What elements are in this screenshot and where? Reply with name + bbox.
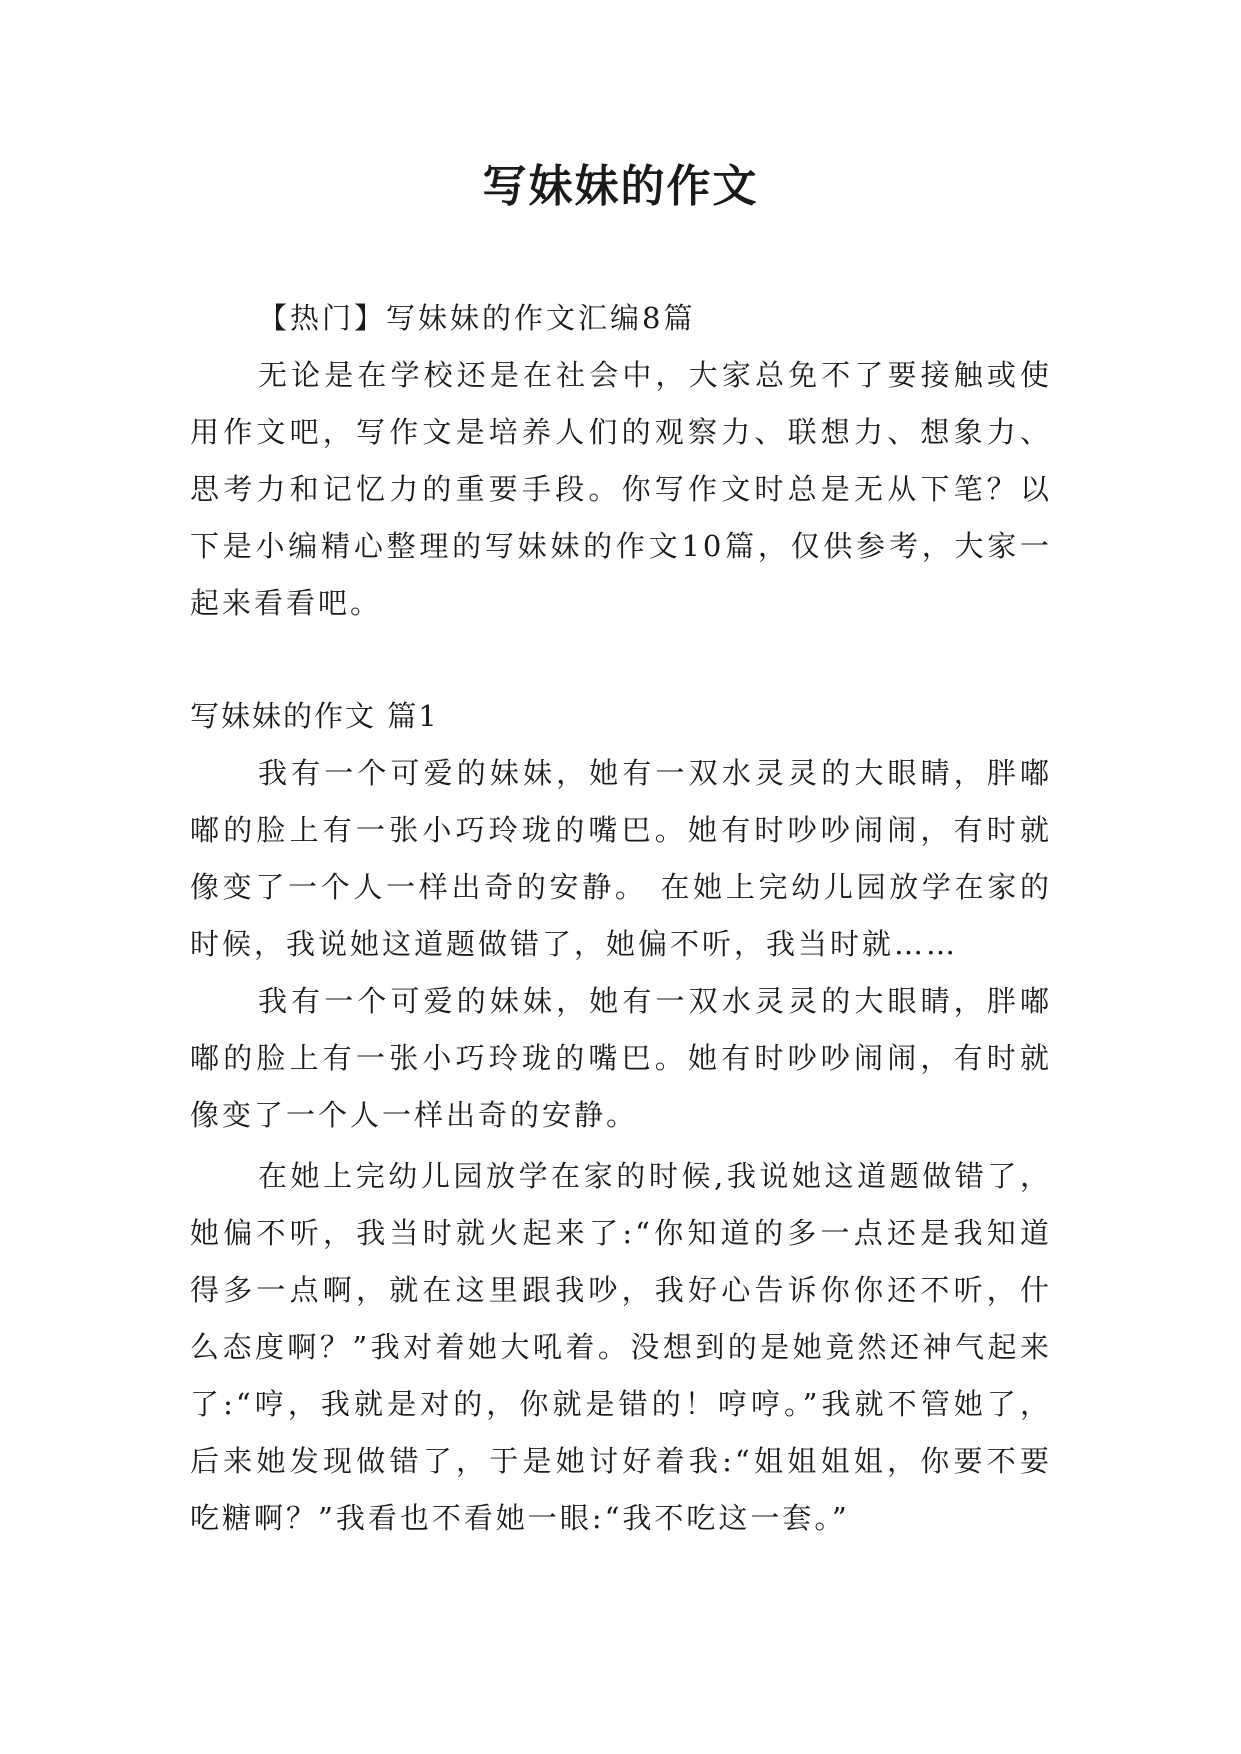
document-subtitle: 【热门】写妹妹的作文汇编8篇 xyxy=(258,301,696,335)
body-paragraph: 在她上完幼儿园放学在家的时候,我说她这道题做错了，她偏不听，我当时就火起来了:“你知道的多一点还是我知道得多一点啊，就在这里跟我吵，我好心告诉你你还不听，什么态度啊？”我对着她大吼着。没想到的是她竟然还神气起来了:“哼，我就是对的，你就是错的！哼哼。”我就不管她了，后来她发现做错了，于是她讨好着我:“姐姐姐姐，你要不要吃糖啊？”我看也不看她一眼:“我不吃这一套。” xyxy=(190,1159,1052,1535)
body-paragraph: 我有一个可爱的妹妹，她有一双水灵灵的大眼睛，胖嘟嘟的脸上有一张小巧玲珑的嘴巴。她有时吵吵闹闹，有时就像变了一个人一样出奇的安静。 xyxy=(190,984,1052,1132)
section-heading: 写妹妹的作文 篇1 xyxy=(190,699,439,733)
document-title: 写妹妹的作文 xyxy=(482,161,759,212)
document-body xyxy=(190,290,1052,1547)
intro-paragraph: 无论是在学校还是在社会中，大家总免不了要接触或使用作文吧，写作文是培养人们的观察力、联想力、想象力、思考力和记忆力的重要手段。你写作文时总是无从下笔？以下是小编精心整理的写妹妹的作文10篇，仅供参考，大家一起来看看吧。 xyxy=(190,358,1052,620)
body-paragraph: 我有一个可爱的妹妹，她有一双水灵灵的大眼睛，胖嘟嘟的脸上有一张小巧玲珑的嘴巴。她有时吵吵闹闹，有时就像变了一个人一样出奇的安静。 在她上完幼儿园放学在家的时候，我说她这道题做错了，她偏不听，我当时就…… xyxy=(190,756,1052,961)
